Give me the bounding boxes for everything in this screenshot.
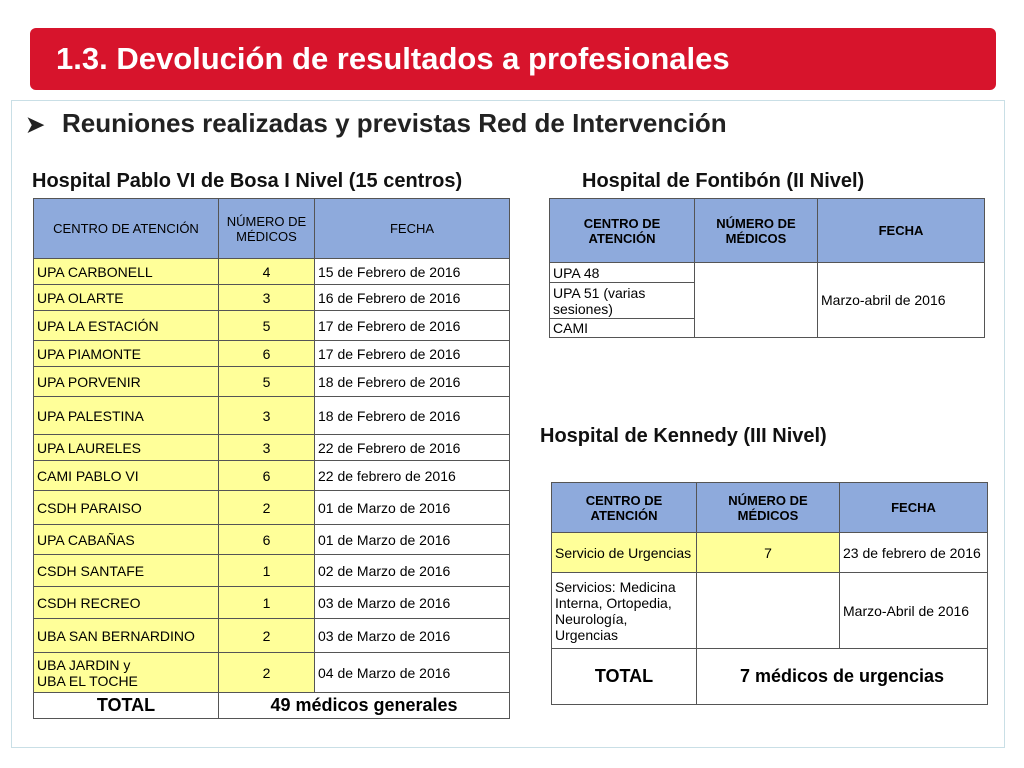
table-row <box>34 525 510 555</box>
subtitle-text: Reuniones realizadas y previstas Red de Intervención <box>62 108 727 138</box>
bosa-centro-cell: UPA LAURELES <box>34 435 219 461</box>
bosa-fecha-cell: 18 de Febrero de 2016 <box>315 397 510 435</box>
table-row <box>34 555 510 587</box>
bosa-medicos-cell: 6 <box>219 461 315 491</box>
bosa-medicos-cell: 5 <box>219 367 315 397</box>
bosa-fecha-cell: 03 de Marzo de 2016 <box>315 619 510 653</box>
kennedy-table <box>551 482 988 705</box>
bosa-centro-cell: UPA PORVENIR <box>34 367 219 397</box>
bosa-title: Hospital Pablo VI de Bosa I Nivel (15 centros) <box>32 170 463 192</box>
bosa-medicos-cell: 2 <box>219 619 315 653</box>
bosa-centro-cell: UPA PIAMONTE <box>34 341 219 367</box>
bosa-fecha-cell: 03 de Marzo de 2016 <box>315 587 510 619</box>
bosa-header-medicos: NÚMERO DE MÉDICOS <box>219 199 315 259</box>
kennedy-header-centro: CENTRO DE ATENCIÓN <box>552 483 697 533</box>
bosa-fecha-cell: 18 de Febrero de 2016 <box>315 367 510 397</box>
kennedy-total-label: TOTAL <box>552 649 697 705</box>
bosa-fecha-cell: 15 de Febrero de 2016 <box>315 259 510 285</box>
bosa-medicos-cell: 1 <box>219 587 315 619</box>
table-row <box>34 619 510 653</box>
bosa-centro-cell: UPA CARBONELL <box>34 259 219 285</box>
bosa-total-label: TOTAL <box>34 693 219 719</box>
kennedy-fecha-cell: Marzo-Abril de 2016 <box>840 573 988 649</box>
bosa-header-fecha: FECHA <box>315 199 510 259</box>
bosa-centro-cell: UPA PALESTINA <box>34 397 219 435</box>
table-row <box>34 311 510 341</box>
kennedy-centro-cell: Servicios: Medicina Interna, Ortopedia, Neurología, Urgencias <box>552 573 697 649</box>
bosa-medicos-cell: 3 <box>219 435 315 461</box>
fontibon-header-row <box>550 199 985 263</box>
fontibon-title: Hospital de Fontibón (II Nivel) <box>582 170 865 192</box>
bosa-medicos-cell: 5 <box>219 311 315 341</box>
kennedy-total-value: 7 médicos de urgencias <box>697 649 988 705</box>
fontibon-centro-cell: UPA 48 <box>550 263 695 283</box>
bosa-fecha-cell: 16 de Febrero de 2016 <box>315 285 510 311</box>
kennedy-centro-cell: Servicio de Urgencias <box>552 533 697 573</box>
bosa-fecha-cell: 17 de Febrero de 2016 <box>315 311 510 341</box>
bosa-centro-cell: UPA CABAÑAS <box>34 525 219 555</box>
bosa-table <box>33 198 510 719</box>
table-row <box>550 263 985 283</box>
bosa-fecha-cell: 02 de Marzo de 2016 <box>315 555 510 587</box>
table-row <box>34 259 510 285</box>
bosa-fecha-cell: 22 de Febrero de 2016 <box>315 435 510 461</box>
kennedy-medicos-cell <box>697 573 840 649</box>
fontibon-centro-cell: CAMI <box>550 319 695 338</box>
bosa-centro-cell: CAMI PABLO VI <box>34 461 219 491</box>
bosa-fecha-cell: 01 de Marzo de 2016 <box>315 491 510 525</box>
table-row <box>552 573 988 649</box>
bosa-centro-cell: CSDH RECREO <box>34 587 219 619</box>
bosa-medicos-cell: 4 <box>219 259 315 285</box>
fontibon-centro-cell: UPA 51 (varias sesiones) <box>550 283 695 319</box>
bosa-medicos-cell: 3 <box>219 285 315 311</box>
kennedy-title: Hospital de Kennedy (III Nivel) <box>540 425 827 447</box>
bosa-centro-cell: UBA SAN BERNARDINO <box>34 619 219 653</box>
kennedy-medicos-cell: 7 <box>697 533 840 573</box>
table-row <box>34 435 510 461</box>
bosa-header-row <box>34 199 510 259</box>
kennedy-fecha-cell: 23 de febrero de 2016 <box>840 533 988 573</box>
fontibon-header-medicos: NÚMERO DE MÉDICOS <box>695 199 818 263</box>
bosa-fecha-cell: 01 de Marzo de 2016 <box>315 525 510 555</box>
bosa-fecha-cell: 22 de febrero de 2016 <box>315 461 510 491</box>
fontibon-fecha-cell: Marzo-abril de 2016 <box>818 263 985 338</box>
fontibon-table <box>549 198 985 338</box>
kennedy-header-fecha: FECHA <box>840 483 988 533</box>
table-row <box>34 587 510 619</box>
bosa-centro-cell: UPA LA ESTACIÓN <box>34 311 219 341</box>
table-row <box>34 341 510 367</box>
bosa-fecha-cell: 04 de Marzo de 2016 <box>315 653 510 693</box>
table-row <box>34 397 510 435</box>
bosa-centro-cell: CSDH SANTAFE <box>34 555 219 587</box>
bosa-centro-cell: CSDH PARAISO <box>34 491 219 525</box>
table-row <box>34 461 510 491</box>
table-row <box>34 653 510 693</box>
bosa-centro-cell: UBA JARDIN y UBA EL TOCHE <box>34 653 219 693</box>
subtitle <box>26 108 727 139</box>
bosa-fecha-cell: 17 de Febrero de 2016 <box>315 341 510 367</box>
table-row <box>34 285 510 311</box>
table-row <box>34 491 510 525</box>
bosa-header-centro: CENTRO DE ATENCIÓN <box>34 199 219 259</box>
slide-title: 1.3. Devolución de resultados a profesionales <box>30 28 996 90</box>
bosa-total-value: 49 médicos generales <box>219 693 510 719</box>
kennedy-total-row <box>552 649 988 705</box>
bosa-medicos-cell: 3 <box>219 397 315 435</box>
bosa-medicos-cell: 2 <box>219 653 315 693</box>
arrow-right-icon: ➤ <box>26 112 45 137</box>
bosa-total-row <box>34 693 510 719</box>
table-row <box>34 367 510 397</box>
table-row <box>552 533 988 573</box>
bosa-medicos-cell: 6 <box>219 341 315 367</box>
kennedy-header-row <box>552 483 988 533</box>
bosa-medicos-cell: 1 <box>219 555 315 587</box>
bosa-medicos-cell: 2 <box>219 491 315 525</box>
fontibon-header-centro: CENTRO DE ATENCIÓN <box>550 199 695 263</box>
bosa-medicos-cell: 6 <box>219 525 315 555</box>
bosa-centro-cell: UPA OLARTE <box>34 285 219 311</box>
kennedy-header-medicos: NÚMERO DE MÉDICOS <box>697 483 840 533</box>
fontibon-medicos-cell <box>695 263 818 338</box>
fontibon-header-fecha: FECHA <box>818 199 985 263</box>
